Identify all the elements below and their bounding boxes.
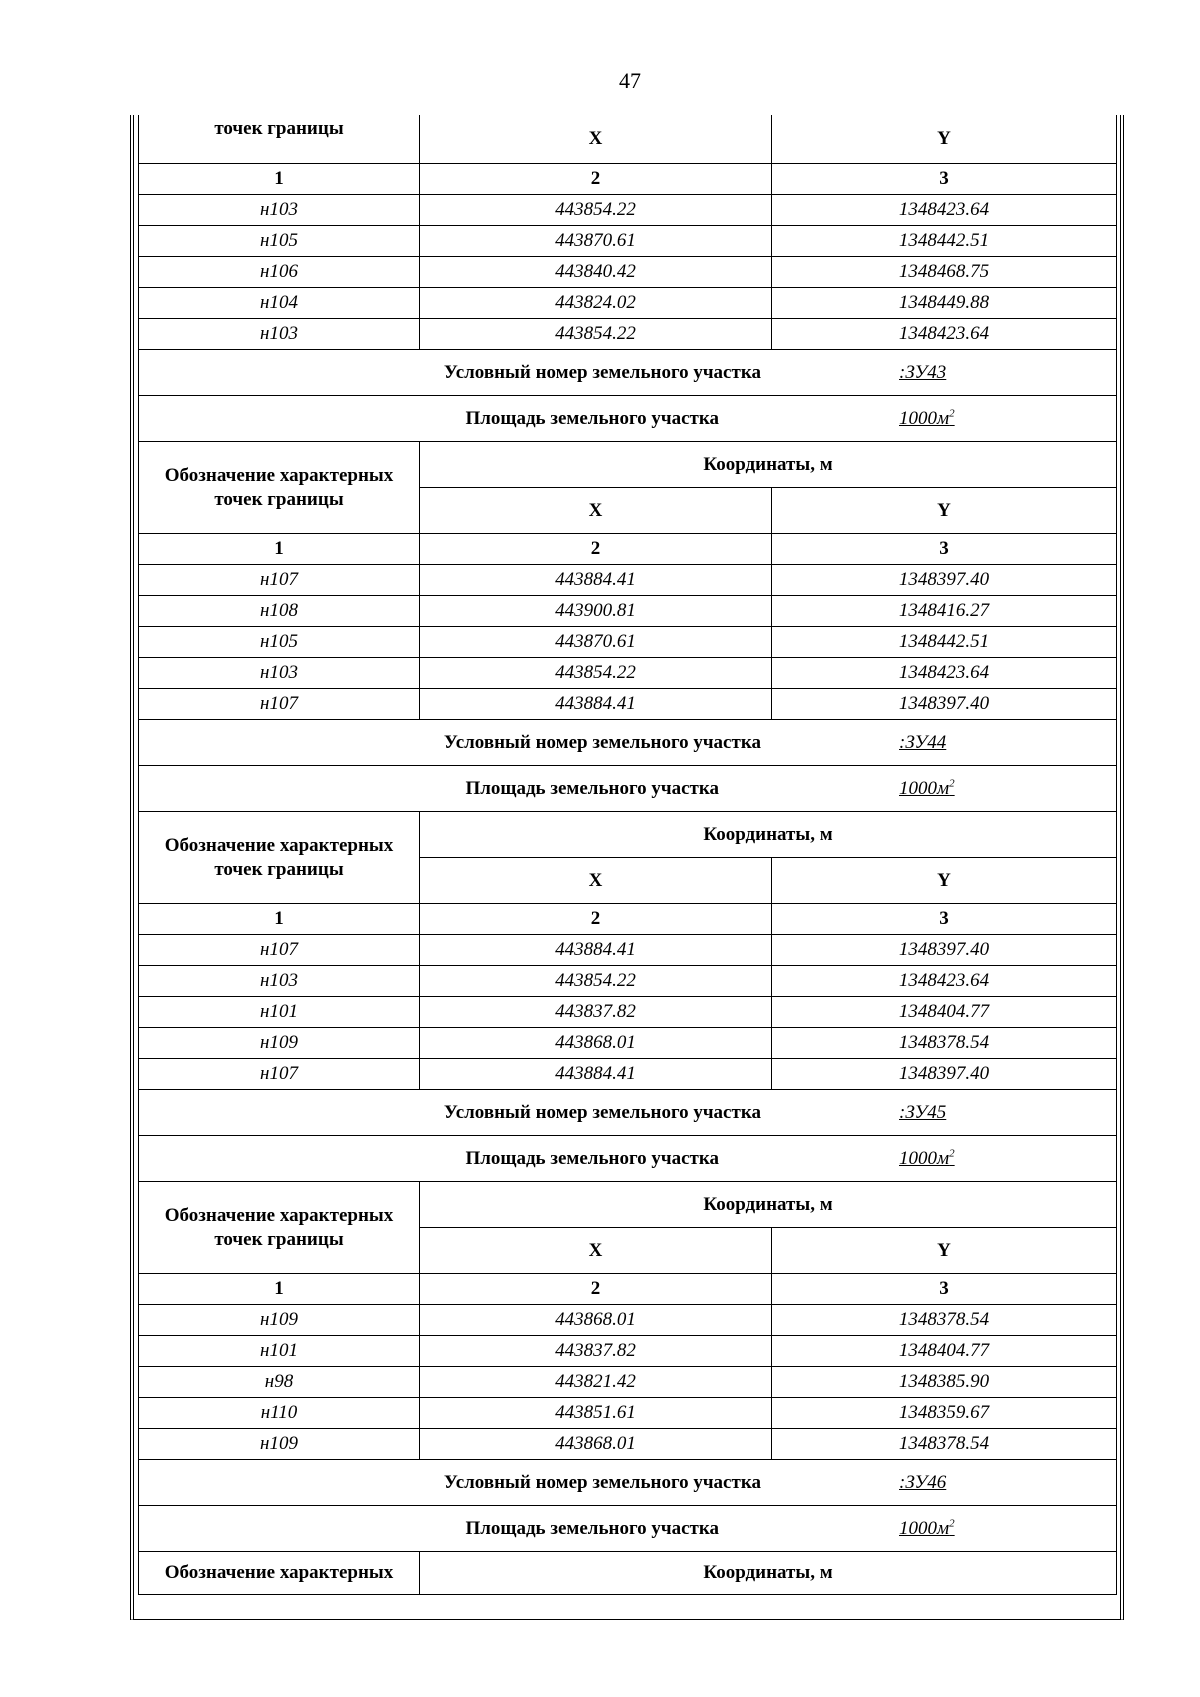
table-row (139, 658, 1117, 689)
column-number-2: 2 (420, 904, 772, 935)
coordinate-x: 443870.61 (420, 627, 772, 658)
document-frame (130, 115, 1124, 1620)
point-designation: н109 (139, 1028, 420, 1059)
point-designation: н103 (139, 195, 420, 226)
table-row (139, 1398, 1117, 1429)
parcel-area-cell (139, 1506, 1117, 1552)
parcel-area-cell (139, 396, 1117, 442)
table-row (139, 226, 1117, 257)
coordinate-y: 1348423.64 (772, 195, 1117, 226)
y-header: Y (772, 115, 1117, 164)
point-designation: н104 (139, 288, 420, 319)
table-row (139, 997, 1117, 1028)
parcel-area-value (719, 777, 955, 801)
header-row-coordinates (139, 442, 1117, 488)
table-row (139, 288, 1117, 319)
table-row (139, 1305, 1117, 1336)
info-line (139, 1101, 1116, 1125)
coordinate-x: 443900.81 (420, 596, 772, 627)
point-designation: н109 (139, 1429, 420, 1460)
parcel-area-cell (139, 1136, 1117, 1182)
designation-header (139, 1182, 420, 1274)
point-designation: н110 (139, 1398, 420, 1429)
info-line (139, 731, 1116, 755)
info-line (139, 361, 1116, 385)
point-designation: н101 (139, 1336, 420, 1367)
point-designation: н105 (139, 226, 420, 257)
coordinate-x: 443854.22 (420, 658, 772, 689)
parcel-area-row (139, 396, 1117, 442)
parcel-number-label: Условный номер земельного участка (443, 1471, 761, 1493)
designation-header (139, 442, 420, 534)
parcel-area-label: Площадь земельного участка (465, 1517, 719, 1539)
coordinate-y: 1348378.54 (772, 1429, 1117, 1460)
column-number-1: 1 (139, 534, 420, 565)
parcel-number-cell (139, 350, 1117, 396)
info-line (139, 1471, 1116, 1495)
coordinate-y: 1348423.64 (772, 658, 1117, 689)
header-row-coordinates (139, 812, 1117, 858)
column-number-row (139, 534, 1117, 565)
column-number-3: 3 (772, 164, 1117, 195)
table-row (139, 195, 1117, 226)
parcel-number-row (139, 350, 1117, 396)
parcel-area-label: Площадь земельного участка (465, 1147, 719, 1169)
column-number-1: 1 (139, 1274, 420, 1305)
header-row-coordinates (139, 1552, 1117, 1595)
coordinate-y: 1348397.40 (772, 689, 1117, 720)
coordinate-y: 1348449.88 (772, 288, 1117, 319)
coordinate-x: 443854.22 (420, 319, 772, 350)
parcel-area-row (139, 1136, 1117, 1182)
coordinate-y: 1348442.51 (772, 226, 1117, 257)
area-value-text: 1000м (899, 407, 950, 429)
point-designation: н103 (139, 658, 420, 689)
coordinates-header: Координаты, м (420, 442, 1117, 488)
area-unit-exponent: 2 (949, 1147, 955, 1160)
column-number-3: 3 (772, 534, 1117, 565)
designation-header: Обозначение характерных (139, 1552, 420, 1595)
header-row-coordinates (139, 1182, 1117, 1228)
coordinate-y: 1348397.40 (772, 935, 1117, 966)
coordinate-y: 1348468.75 (772, 257, 1117, 288)
parcel-number-value (761, 1101, 946, 1125)
parcel-number-row (139, 720, 1117, 766)
designation-header-continued: точек границы (139, 115, 420, 164)
coordinates-header: Координаты, м (420, 1182, 1117, 1228)
area-value-text: 1000м (899, 777, 950, 799)
info-line (139, 777, 1116, 801)
coordinate-x: 443870.61 (420, 226, 772, 257)
parcel-number-label: Условный номер земельного участка (443, 361, 761, 383)
table-row (139, 257, 1117, 288)
table-row (139, 1028, 1117, 1059)
number-value-text: :ЗУ44 (899, 731, 947, 753)
coordinate-x: 443851.61 (420, 1398, 772, 1429)
designation-header-line2: точек границы (214, 858, 344, 880)
coordinate-y: 1348378.54 (772, 1305, 1117, 1336)
coordinate-x: 443884.41 (420, 565, 772, 596)
designation-header-line1: Обозначение характерных (164, 834, 394, 856)
point-designation: н103 (139, 966, 420, 997)
area-unit-exponent: 2 (949, 1517, 955, 1530)
coordinate-x: 443884.41 (420, 1059, 772, 1090)
point-designation: н107 (139, 689, 420, 720)
coordinates-header: Координаты, м (420, 812, 1117, 858)
point-designation: н108 (139, 596, 420, 627)
coordinate-x: 443821.42 (420, 1367, 772, 1398)
coordinate-x: 443868.01 (420, 1305, 772, 1336)
table-row (139, 1367, 1117, 1398)
table-row (139, 1336, 1117, 1367)
coordinate-x: 443884.41 (420, 935, 772, 966)
column-number-row (139, 1274, 1117, 1305)
coordinate-x: 443837.82 (420, 1336, 772, 1367)
point-designation: н107 (139, 565, 420, 596)
point-designation: н98 (139, 1367, 420, 1398)
column-number-2: 2 (420, 534, 772, 565)
info-line (139, 407, 1116, 431)
coordinate-x: 443837.82 (420, 997, 772, 1028)
parcel-number-value (761, 361, 946, 385)
y-header: Y (772, 858, 1117, 904)
coordinate-y: 1348416.27 (772, 596, 1117, 627)
coordinate-y: 1348397.40 (772, 565, 1117, 596)
coordinate-x: 443854.22 (420, 195, 772, 226)
coordinate-x: 443854.22 (420, 966, 772, 997)
x-header: X (420, 488, 772, 534)
area-value-text: 1000м (899, 1147, 950, 1169)
info-line (139, 1517, 1116, 1541)
coordinate-x: 443840.42 (420, 257, 772, 288)
x-header: X (420, 858, 772, 904)
parcel-number-value (761, 1471, 946, 1495)
number-value-text: :ЗУ45 (899, 1101, 947, 1123)
column-number-row (139, 904, 1117, 935)
parcel-area-value (719, 1147, 955, 1171)
point-designation: н107 (139, 935, 420, 966)
parcel-area-row (139, 766, 1117, 812)
coordinate-x: 443868.01 (420, 1028, 772, 1059)
area-unit-exponent: 2 (949, 407, 955, 420)
table-row (139, 319, 1117, 350)
y-header: Y (772, 488, 1117, 534)
point-designation: н109 (139, 1305, 420, 1336)
coordinate-y: 1348423.64 (772, 966, 1117, 997)
parcel-area-label: Площадь земельного участка (465, 777, 719, 799)
table-row (139, 565, 1117, 596)
table-row (139, 1059, 1117, 1090)
point-designation: н103 (139, 319, 420, 350)
point-designation: н101 (139, 997, 420, 1028)
coordinate-y: 1348359.67 (772, 1398, 1117, 1429)
coordinate-x: 443868.01 (420, 1429, 772, 1460)
column-number-1: 1 (139, 904, 420, 935)
coordinate-y: 1348423.64 (772, 319, 1117, 350)
area-value-text: 1000м (899, 1517, 950, 1539)
parcel-number-label: Условный номер земельного участка (443, 1101, 761, 1123)
column-number-1: 1 (139, 164, 420, 195)
x-header: X (420, 115, 772, 164)
parcel-area-value (719, 407, 955, 431)
table-row (139, 596, 1117, 627)
parcel-area-label: Площадь земельного участка (465, 407, 719, 429)
parcel-number-cell (139, 1460, 1117, 1506)
parcel-number-cell (139, 1090, 1117, 1136)
number-value-text: :ЗУ46 (899, 1471, 947, 1493)
parcel-number-row (139, 1460, 1117, 1506)
coordinate-x: 443824.02 (420, 288, 772, 319)
parcel-number-value (761, 731, 946, 755)
table-row (139, 966, 1117, 997)
coordinates-table (138, 115, 1117, 1595)
number-value-text: :ЗУ43 (899, 361, 947, 383)
parcel-area-row (139, 1506, 1117, 1552)
coordinate-y: 1348404.77 (772, 1336, 1117, 1367)
table-row (139, 1429, 1117, 1460)
x-header: X (420, 1228, 772, 1274)
point-designation: н106 (139, 257, 420, 288)
parcel-number-row (139, 1090, 1117, 1136)
area-unit-exponent: 2 (949, 777, 955, 790)
table-row (139, 627, 1117, 658)
column-number-3: 3 (772, 904, 1117, 935)
coordinates-header: Координаты, м (420, 1552, 1117, 1595)
parcel-number-label: Условный номер земельного участка (443, 731, 761, 753)
info-line (139, 1147, 1116, 1171)
table-row (139, 935, 1117, 966)
designation-header-line1: Обозначение характерных (164, 464, 394, 486)
coordinate-y: 1348385.90 (772, 1367, 1117, 1398)
designation-header-line2: точек границы (214, 1228, 344, 1250)
page-number: 47 (619, 68, 641, 93)
designation-header-line2: точек границы (214, 488, 344, 510)
designation-header-line1: Обозначение характерных (164, 1204, 394, 1226)
designation-header (139, 812, 420, 904)
coordinate-y: 1348404.77 (772, 997, 1117, 1028)
coordinate-y: 1348442.51 (772, 627, 1117, 658)
continued-header-row (139, 115, 1117, 164)
parcel-area-cell (139, 766, 1117, 812)
point-designation: н107 (139, 1059, 420, 1090)
column-number-3: 3 (772, 1274, 1117, 1305)
point-designation: н105 (139, 627, 420, 658)
parcel-number-cell (139, 720, 1117, 766)
coordinate-y: 1348378.54 (772, 1028, 1117, 1059)
coordinate-x: 443884.41 (420, 689, 772, 720)
parcel-area-value (719, 1517, 955, 1541)
column-number-2: 2 (420, 1274, 772, 1305)
column-number-2: 2 (420, 164, 772, 195)
column-number-row (139, 164, 1117, 195)
coordinate-y: 1348397.40 (772, 1059, 1117, 1090)
y-header: Y (772, 1228, 1117, 1274)
table-row (139, 689, 1117, 720)
